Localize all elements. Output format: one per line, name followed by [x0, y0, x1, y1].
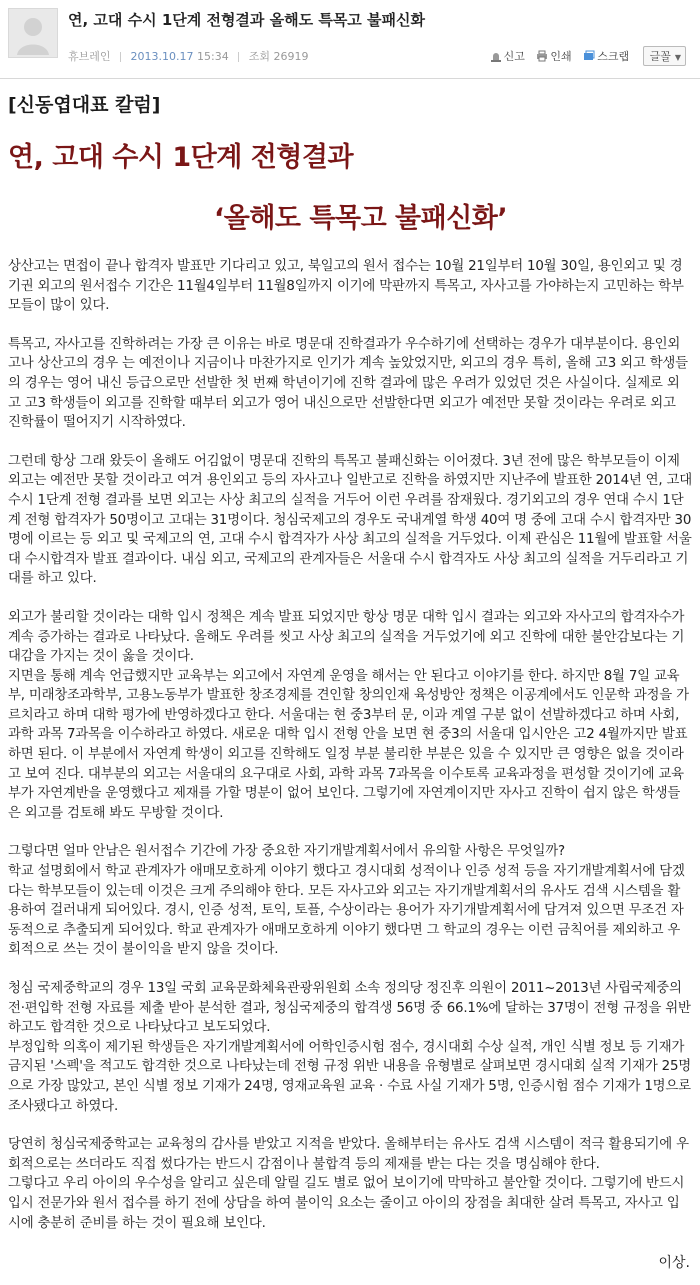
- post-date: 2013.10.17: [130, 50, 194, 63]
- article-ending: 이상.: [658, 1255, 690, 1271]
- report-button[interactable]: [490, 48, 525, 64]
- article-body: [8, 257, 692, 1233]
- paragraph: 지면을 통해 계속 언급했지만 교육부는 외고에서 자연계 운영을 해서는 안 된다고 이야기를 한다. 하지만 8월 7일 교육부, 미래창조과학부, 고용노동부가 발표한 창조경제를 견인할 창의인재 육성방안 정책은 이공계에서도 인문학 과정을 가르치라고 하며 대학 평가에 반영하겠다고 한다. 서울대는 현 중3부터 문, 이과 계열 구분 없이 선발하겠다고 하며 사회, 과학 과목 7과목을 이수하라고 하였다. 새로운 대학 입시 전형 안을 보면 현 중3의 서울대 입시안은 고2 4월까지만 발표하면 된다. 이 부분에서 자연계 학생이 외고를 진학해도 일정 부분 불리한 부분은 있을 수 있지만 큰 영향은 없을 것이라고 보여 진다. 대부분의 외고는 서울대의 요구대로 사회, 과학 과목 7과목을 이수토록 교육과정을 편성할 것이기에 교육부가 자연계반을 운영했다고 제재를 가할 명분이 없어 보인다. 그렇기에 자연계이지만 자사고 진학이 쉽지 않은 학생들은 외고를 검토해 봐도 무방할 것이다.: [8, 668, 689, 821]
- post-title: 연, 고대 수시 1단계 전형결과 올해도 특목고 불패신화: [68, 11, 425, 29]
- paragraph: 상산고는 면접이 끝나 합격자 발표만 기다리고 있고, 북일고의 원서 접수는 10월 21일부터 10월 30일, 용인외고 및 경기권 외고의 원서접수 기간은 11월4일부터 11월8일까지 이기에 막판까지 특목고, 자사고를 가야하는지 고민하는 학부모들이 많이 있다.: [8, 259, 684, 314]
- print-button[interactable]: [536, 48, 571, 64]
- avatar[interactable]: [8, 8, 58, 58]
- paragraph: 외고가 불리할 것이라는 대학 입시 정책은 계속 발표 되었지만 항상 명문 대학 입시 결과는 외고와 자사고의 합격자수가 계속 증가하는 결과로 나타났다. 올해도 우려를 씻고 사상 최고의 실적을 거두었기에 외고 진학에 대한 불안감보다는 기대감을 가지는 것이 옳을 것이다.: [8, 609, 685, 665]
- post-header: [0, 0, 700, 79]
- siren-icon: [490, 50, 502, 62]
- paragraph: 당연히 청심국제중학교는 교육청의 감사를 받았고 지적을 받았다. 올해부터는 유사도 검색 시스템이 적극 활용되기에 우회적으로는 쓰더라도 직접 썼다가는 반드시 감점이나 불합격 등의 제재를 받는 다는 것을 명심해야 한다.: [8, 1137, 689, 1172]
- user-silhouette-icon: [9, 9, 57, 57]
- author-name[interactable]: 휴브레인: [68, 50, 111, 63]
- divider: [238, 52, 239, 62]
- views-label: 조회: [248, 50, 270, 63]
- paragraph-gap: [8, 823, 692, 842]
- headline-line-2: ‘올해도 특목고 불패신화’: [214, 203, 508, 234]
- report-label: 신고: [503, 50, 525, 63]
- paragraph: 학교 설명회에서 학교 관계자가 애매모호하게 이야기 했다고 경시대회 성적이나 인증 성적 등을 자기개발계획서에 담겠다는 학부모들이 있는데 이것은 크게 주의해야 한다. 모든 자사고와 외고는 자기개발계획서의 유사도 검색 시스템을 활용하여 걸러내게 되어있다. 경시, 인증 성적, 토익, 토플, 수상이라는 용어가 자기개발계획서에 담겨져 있으면 무조건 자동적으로 추출되게 되어있다. 학교 관계자가 애매모호하게 이야기 했다면 그 학교의 경우는 이런 금칙어를 제외하고 우회적으로 쓰는 것이 불이익을 받지 않을 것이다.: [8, 864, 685, 958]
- paragraph: 그렇다면 얼마 안남은 원서접수 기간에 가장 중요한 자기개발계획서에서 유의할 사항은 무엇일까?: [8, 844, 565, 860]
- font-select[interactable]: [643, 46, 686, 66]
- print-label: 인쇄: [550, 50, 572, 63]
- paragraph-gap: [8, 1116, 692, 1135]
- post-meta: [68, 48, 308, 64]
- chevron-down-icon: ▼: [674, 53, 681, 62]
- views-count: 26919: [273, 50, 309, 63]
- paragraph: 부정입학 의혹이 제기된 학생들은 자기개발계획서에 어학인증시험 점수, 경시대회 수상 실적, 개인 식별 정보 등 기재가 금지된 '스펙'을 적고도 합격한 것으로 나타났는데 전형 규정 위반 내용을 유형별로 살펴보면 경시대회 실적 기재가 25명으로 가장 많았고, 본인 식별 정보 기재가 24명, 영재교육원 교육 · 수료 사실 기재가 5명, 인증시험 점수 기재가 1명으로 조사됐다고 하였다.: [8, 1039, 692, 1114]
- printer-icon: [536, 50, 548, 62]
- paragraph-gap: [8, 433, 692, 452]
- post-toolbar: [482, 46, 686, 66]
- paragraph: 특목고, 자사고를 진학하려는 가장 큰 이유는 바로 명문대 진학결과가 우수하기에 선택하는 경우가 대부분이다. 용인외고나 상산고의 경우 는 예전이나 지금이나 마찬가지로 인기가 계속 높았었지만, 외고의 경우 특히, 올해 고3 외고 학생들의 경우는 영어 내신 등급으로만 선발한 첫 번째 학년이기에 진학 결과에 많은 우려가 있었던 것은 사실이다. 실제로 외고 고3 학생들이 외고를 진학할 때부터 외고가 영어 내신으로만 선발한다면 외고가 예전만 못할 것이라는 우려로 외고 진학률이 떨어지기 시작하였다.: [8, 336, 688, 431]
- article: [8, 90, 692, 1233]
- scrap-label: 스크랩: [597, 50, 630, 63]
- paragraph-gap: [8, 960, 692, 979]
- divider: [120, 52, 121, 62]
- font-label: 글꼴: [649, 50, 671, 63]
- paragraph-gap: [8, 589, 692, 608]
- column-kicker: [신동엽대표 칼럼]: [8, 94, 161, 116]
- post-time: 15:34: [197, 50, 229, 63]
- scrap-icon: [583, 50, 595, 62]
- paragraph-gap: [8, 316, 692, 335]
- paragraph: 그런데 항상 그래 왔듯이 올해도 어김없이 명문대 진학의 특목고 불패신화는 이어졌다. 3년 전에 많은 학부모들이 이제 외고는 예전만 못할 것이라고 여겨 용인외고 등의 자사고나 일반고로 진학을 하였지만 지난주에 발표한 2014년 연, 고대 수시 1단계 전형 결과를 보면 외고는 사상 최고의 실적을 거두어 이런 우려를 잠재웠다. 경기외고의 경우 연대 수시 1단계 전형 합격자가 50명이고 고대는 31명이다. 청심국제고의 경우도 국내계열 학생 40여 명 중에 고대 수시 합격자만 30명에 이르는 등 외고 및 국제고의 연, 고대 수시 합격자가 사상 최고의 실적을 거두었다. 이제 관심은 11월에 발표할 서울대 수시합격자 발표 결과이다. 내심 외고, 국제고의 관계자들은 서울대 수시 합격자도 사상 최고의 실적을 거두리라고 기대를 하고 있다.: [8, 453, 693, 587]
- paragraph: 그렇다고 우리 아이의 우수성을 알리고 싶은데 알릴 길도 별로 없어 보이기에 막막하고 불안할 것이다. 그렇기에 반드시 입시 전문가와 원서 접수를 하기 전에 상담을 하여 불이익 요소는 줄이고 아이의 장점을 최대한 살려 특목고, 자사고 입시에 충분히 준비를 하는 것이 필요해 보인다.: [8, 1176, 685, 1231]
- paragraph: 청심 국제중학교의 경우 13일 국회 교육문화체육관광위원회 소속 정의당 정진후 의원이 2011~2013년 사립국제중의 전·편입학 전형 자료를 제출 받아 분석한 결과, 청심국제중의 합격생 56명 중 66.1%에 달하는 37명이 전형 규정을 위반하고도 합격한 것으로 나타났다고 보도되었다.: [8, 981, 691, 1036]
- scrap-button[interactable]: [583, 48, 629, 64]
- headline-line-1: 연, 고대 수시 1단계 전형결과: [8, 142, 354, 173]
